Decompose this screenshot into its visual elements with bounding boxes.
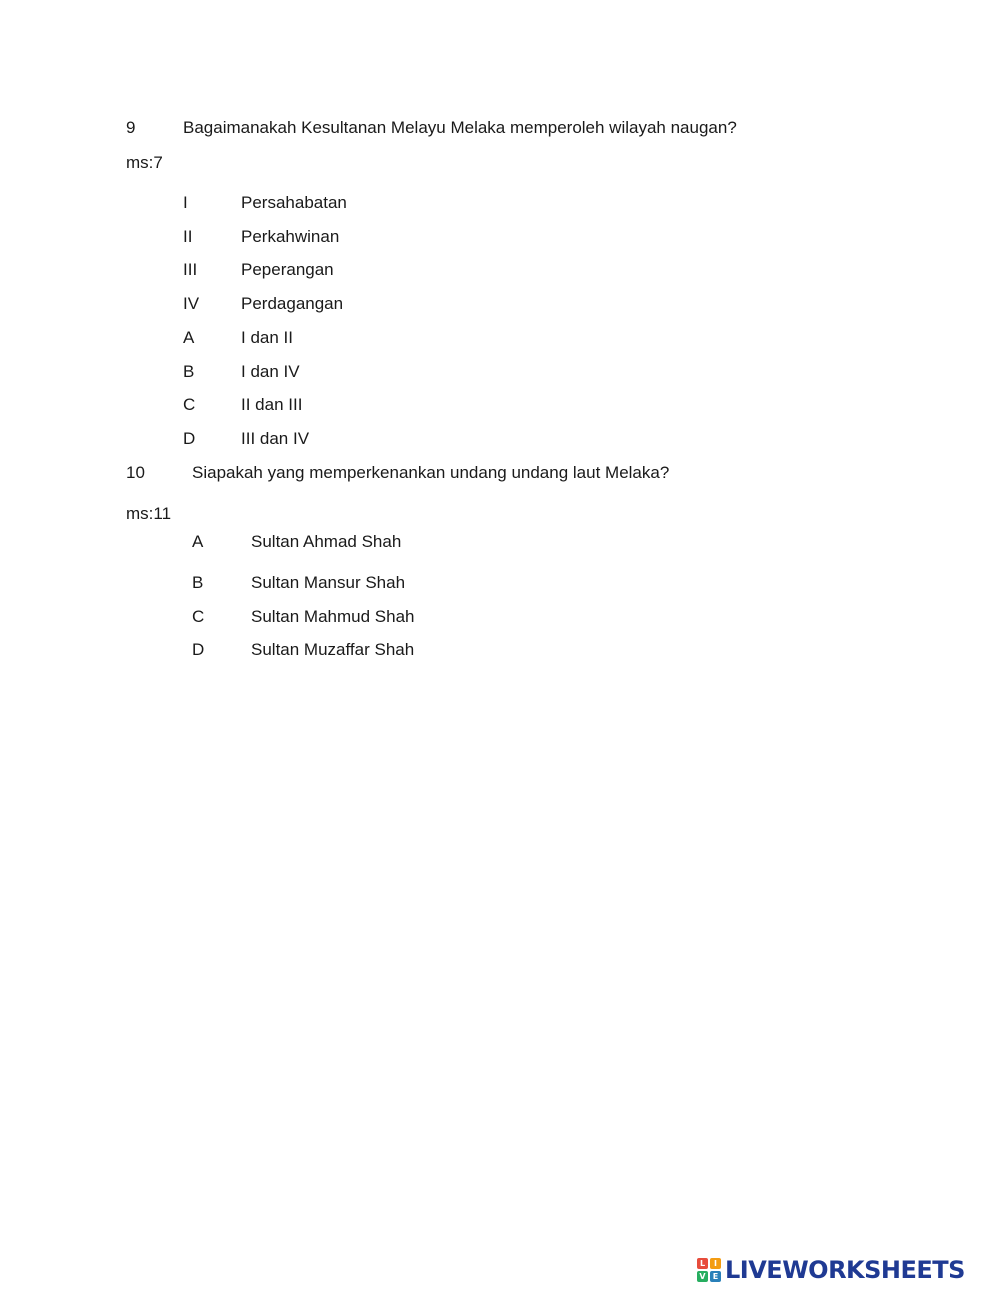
live-mark-icon [697,1258,721,1282]
question-9-number: 9 [126,118,136,137]
option-text: Sultan Mansur Shah [251,573,406,592]
question-10-number: 10 [126,463,145,482]
option-letter: B [192,573,204,592]
logo-mark-letter: L [697,1258,708,1269]
question-10-page-ref: ms:11 [126,504,172,523]
statement-numeral: II [183,227,193,246]
logo-text: LIVEWORKSHEETS [725,1256,965,1284]
option-text: I dan II [241,328,293,347]
option-text: I dan IV [241,362,300,381]
option-letter: D [183,429,196,448]
option-text: III dan IV [241,429,310,448]
option-text: II dan III [241,395,303,414]
statement-numeral: I [183,193,188,212]
option-text: Sultan Muzaffar Shah [251,640,415,659]
statement-text: Peperangan [241,260,334,279]
option-letter: C [192,607,205,626]
logo-mark-letter: V [697,1271,708,1282]
statement-numeral: IV [183,294,200,313]
liveworksheets-logo [697,1256,965,1284]
option-letter: A [192,532,204,551]
question-10-text: Siapakah yang memperkenankan undang undang laut Melaka? [192,463,670,482]
logo-mark-letter: E [710,1271,721,1282]
statement-text: Perdagangan [241,294,344,313]
option-letter: A [183,328,195,347]
logo-mark-letter: I [710,1258,721,1269]
question-9-page-ref: ms:7 [126,153,163,172]
option-letter: B [183,362,195,381]
option-text: Sultan Ahmad Shah [251,532,402,551]
question-9-text: Bagaimanakah Kesultanan Melayu Melaka memperoleh wilayah naugan? [183,118,737,137]
statement-numeral: III [183,260,198,279]
option-text: Sultan Mahmud Shah [251,607,415,626]
option-letter: D [192,640,205,659]
statement-text: Perkahwinan [241,227,340,246]
option-letter: C [183,395,196,414]
statement-text: Persahabatan [241,193,347,212]
